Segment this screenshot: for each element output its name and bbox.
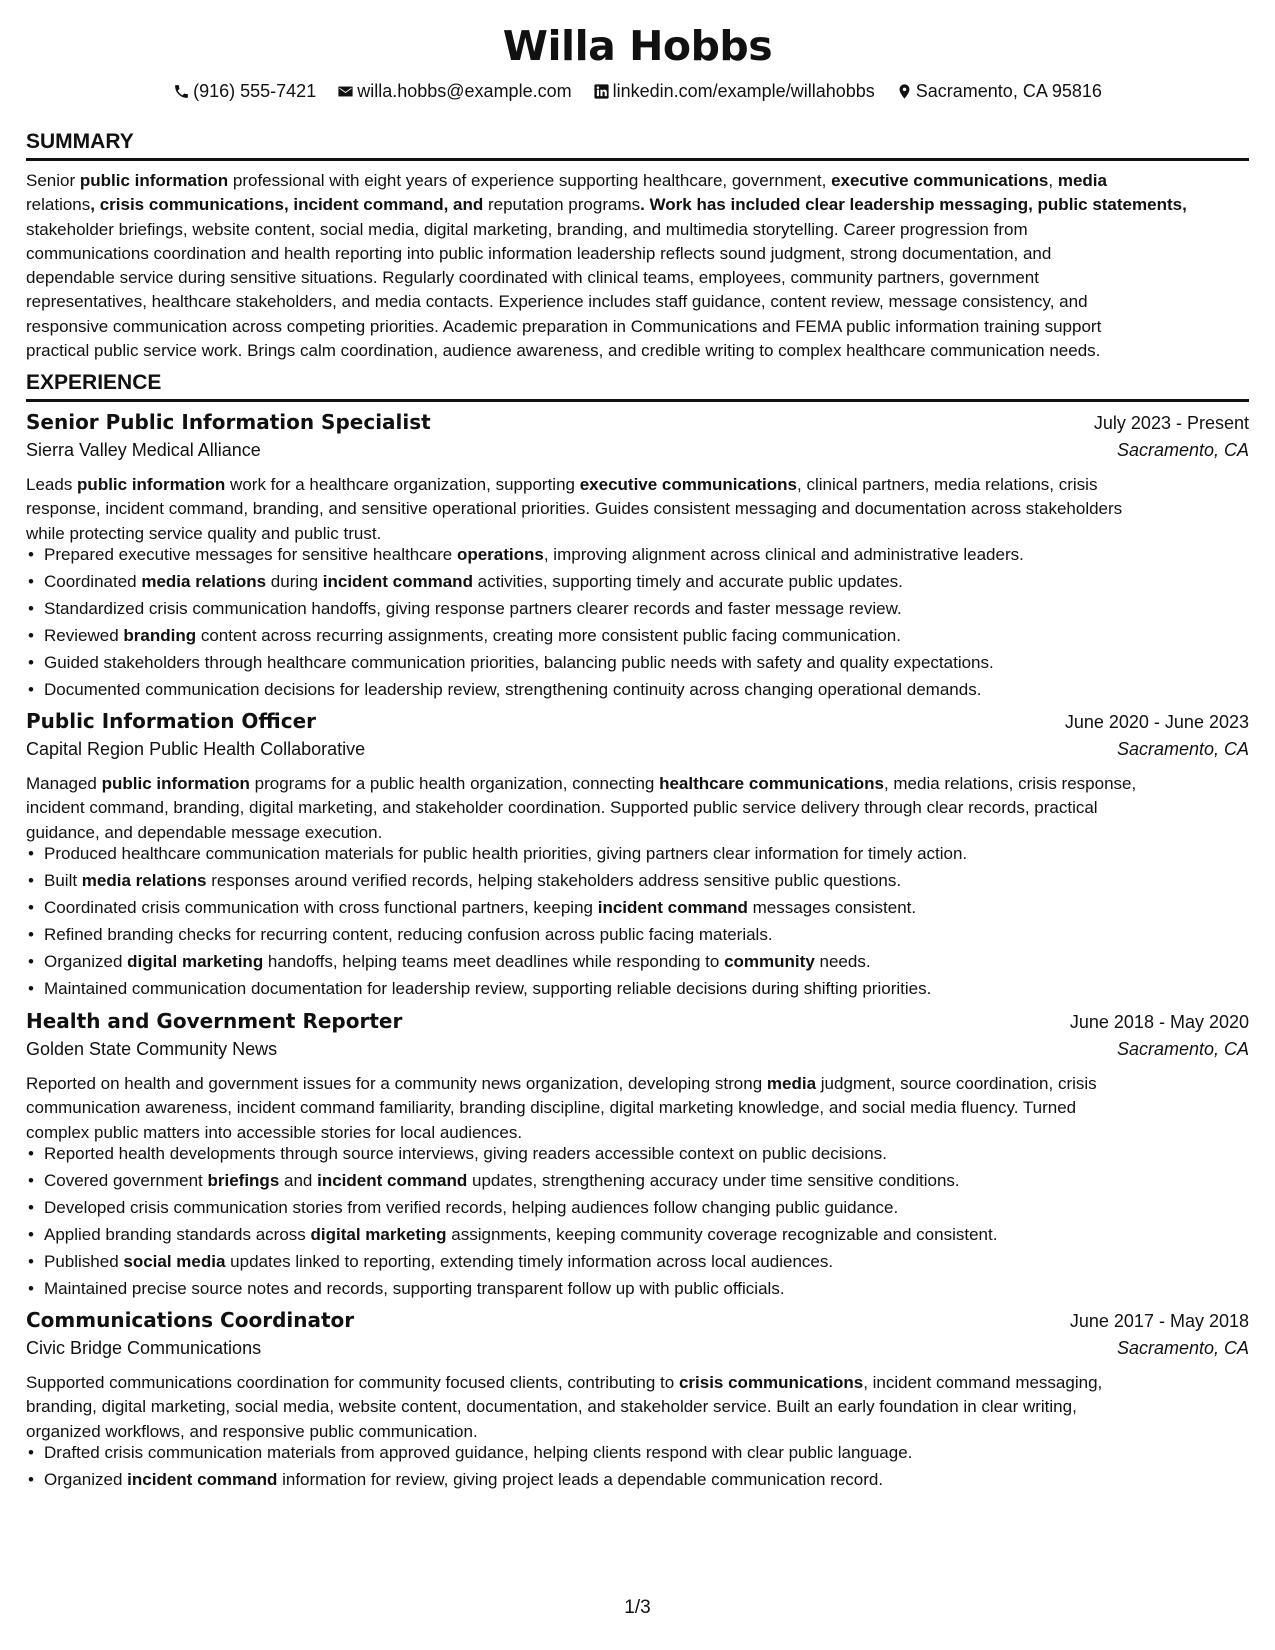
text-run: judgment, source coordination, crisis (816, 1074, 1097, 1093)
bold-keyword: social media (123, 1252, 226, 1271)
job-title: Senior Public Information Specialist (26, 410, 431, 434)
list-item (44, 543, 1267, 570)
text-run: dependable service during sensitive situations. Regularly coordinated with clinical teams, employees, community partners, government (26, 268, 1039, 288)
text-run: Leads (26, 475, 78, 494)
job-dates: July 2023 - Present (1093, 413, 1249, 433)
text-run: , (1048, 171, 1058, 190)
text-run: during (266, 572, 323, 591)
bold-keyword: . Work has included clear leadership messaging, public statements, (640, 195, 1187, 215)
list-item (44, 1250, 1267, 1277)
job-description (26, 772, 1249, 845)
text-run: organized workflows, and responsive public communication. (26, 1421, 478, 1441)
bold-keyword: public information (101, 774, 250, 793)
text-run: Maintained communication documentation for leadership review, supporting reliable decisions during shifting priorities. (44, 979, 932, 998)
text-run: Organized (44, 1470, 128, 1489)
text-line (26, 290, 1249, 314)
list-item (44, 977, 1267, 1004)
text-run: Covered government (44, 1171, 208, 1190)
job-location: Sacramento, CA (1116, 739, 1249, 759)
text-run: needs. (814, 952, 871, 971)
list-item (44, 923, 1267, 950)
text-run: Managed (26, 774, 102, 793)
list-item (44, 1441, 1267, 1468)
job-title: Public Information Officer (26, 709, 317, 733)
text-run: communication awareness, incident command familiarity, branding discipline, digital marketing knowledge, and social media fluency. Turned (26, 1098, 1077, 1118)
job-bullets (26, 1441, 1267, 1495)
job-bullets (26, 1142, 1267, 1304)
job-org-row (26, 440, 1249, 461)
text-run: complex public matters into accessible stories for local audiences. (26, 1122, 523, 1142)
job-organization: Sierra Valley Medical Alliance (26, 440, 261, 460)
text-run: Reported health developments through source interviews, giving readers accessible context on public decisions. (44, 1144, 887, 1163)
text-run: Prepared executive messages for sensitive healthcare (44, 545, 457, 564)
contact-location (896, 81, 1102, 102)
text-line (26, 1395, 1249, 1419)
text-run: updates, strengthening accuracy under time sensitive conditions. (467, 1171, 960, 1190)
job-org-row (26, 739, 1249, 760)
job-header (26, 1308, 1249, 1332)
text-line (26, 1096, 1249, 1120)
text-run: Produced healthcare communication materials for public health priorities, giving partners clear information for timely action. (44, 844, 968, 863)
text-run: updates linked to reporting, extending timely information across local audiences. (225, 1252, 834, 1271)
text-line (26, 796, 1249, 820)
text-run: Standardized crisis communication handoffs, giving response partners clearer records and faster message review. (44, 599, 902, 618)
bold-keyword: public information (79, 171, 229, 190)
bold-keyword: digital marketing (127, 952, 264, 971)
list-item (44, 1277, 1267, 1304)
list-item (44, 1196, 1267, 1223)
bold-keyword: crisis communications (678, 1373, 864, 1392)
job-bullets (26, 543, 1267, 705)
bold-keyword: incident command (322, 572, 473, 591)
text-run: handoffs, helping teams meet deadlines while responding to (263, 952, 725, 971)
list-item (44, 1468, 1267, 1495)
text-run: , incident command messaging, (863, 1373, 1103, 1392)
text-line (26, 772, 1249, 796)
list-item (44, 651, 1267, 678)
job-organization: Golden State Community News (26, 1039, 278, 1059)
list-item (44, 678, 1267, 705)
bold-keyword: digital marketing (310, 1225, 447, 1244)
job-header (26, 410, 1249, 434)
text-run: messages consistent. (747, 898, 917, 917)
text-line (26, 1072, 1249, 1096)
text-line (26, 218, 1249, 242)
text-run: relations (26, 195, 91, 215)
text-line (26, 473, 1249, 497)
text-line (26, 266, 1249, 290)
text-run: work for a healthcare organization, supporting (225, 475, 580, 494)
text-line (26, 242, 1249, 266)
text-run: Senior (26, 171, 80, 190)
text-line (26, 193, 1249, 217)
text-run: responsive communication across competing priorities. Academic preparation in Communications and FEMA public information training support (26, 316, 1102, 336)
bold-keyword: community (724, 952, 815, 971)
bold-keyword: branding (123, 626, 197, 645)
text-run: Built (44, 871, 82, 890)
text-run: practical public service work. Brings calm coordination, audience awareness, and credible writing to complex healthcare communication needs. (26, 341, 1101, 361)
envelope-icon (337, 83, 354, 100)
email-text: willa.hobbs@example.com (357, 80, 572, 101)
text-run: , improving alignment across clinical and administrative leaders. (543, 545, 1024, 564)
list-item (44, 896, 1267, 923)
summary-text (26, 169, 1249, 363)
map-pin-icon (896, 83, 913, 100)
list-item (44, 950, 1267, 977)
list-item (44, 842, 1267, 869)
linkedin-text: linkedin.com/example/willahobbs (612, 80, 875, 101)
text-run: response, incident command, branding, and sensitive operational priorities. Guides consistent messaging and documentation across stakeholders (26, 499, 1123, 519)
text-run: Coordinated (44, 572, 142, 591)
linkedin-icon (593, 83, 610, 100)
contact-linkedin[interactable] (593, 81, 875, 102)
text-run: Supported communications coordination for community focused clients, contributing to (26, 1373, 679, 1392)
text-line (26, 169, 1249, 193)
job-title: Health and Government Reporter (26, 1009, 403, 1033)
text-run: programs for a public health organization, connecting (249, 774, 660, 793)
text-run: guidance, and dependable message execution. (26, 822, 383, 842)
job-org-row (26, 1039, 1249, 1060)
phone-text: (916) 555-7421 (193, 80, 317, 101)
bold-keyword: healthcare communications (659, 774, 884, 793)
bold-keyword: media relations (141, 572, 267, 591)
list-item (44, 1223, 1267, 1250)
job-header (26, 709, 1249, 733)
text-run: responses around verified records, helping stakeholders address sensitive public questions. (206, 871, 902, 890)
text-run: , clinical partners, media relations, crisis (797, 475, 1098, 494)
job-description (26, 1371, 1249, 1444)
text-line (26, 339, 1249, 363)
job-dates: June 2017 - May 2018 (1069, 1311, 1249, 1331)
job-description (26, 473, 1249, 546)
job-location: Sacramento, CA (1116, 1338, 1249, 1358)
list-item (44, 1142, 1267, 1169)
text-run: Drafted crisis communication materials from approved guidance, helping clients respond with clear public language. (44, 1443, 913, 1462)
bold-keyword: media (1057, 171, 1107, 190)
contact-email[interactable] (337, 81, 571, 102)
text-run: Guided stakeholders through healthcare communication priorities, balancing public needs with safety and quality expectations. (44, 653, 994, 672)
page-number: 1/3 (624, 1597, 651, 1618)
text-run: Reviewed (44, 626, 124, 645)
bold-keyword: executive communications (831, 171, 1049, 190)
job-dates: June 2020 - June 2023 (1064, 712, 1249, 732)
bold-keyword: media (766, 1074, 817, 1093)
text-run: assignments, keeping community coverage recognizable and consistent. (446, 1225, 998, 1244)
job-organization: Capital Region Public Health Collaborative (26, 739, 366, 759)
text-run: Coordinated crisis communication with cross functional partners, keeping (44, 898, 598, 917)
bold-keyword: media relations (81, 871, 207, 890)
text-run: Published (44, 1252, 124, 1271)
job-title: Communications Coordinator (26, 1308, 355, 1332)
text-run: Applied branding standards across (44, 1225, 311, 1244)
phone-icon (173, 83, 190, 100)
bold-keyword: briefings (207, 1171, 280, 1190)
job-description (26, 1072, 1249, 1145)
text-run: reputation programs (487, 195, 641, 215)
text-run: Refined branding checks for recurring content, reducing confusion across public facing materials. (44, 925, 773, 944)
text-run: and (279, 1171, 318, 1190)
location-text: Sacramento, CA 95816 (915, 80, 1102, 101)
text-run: while protecting service quality and public trust. (26, 523, 382, 543)
job-location: Sacramento, CA (1116, 1039, 1249, 1059)
experience-heading: EXPERIENCE (26, 371, 1249, 402)
bold-keyword: , crisis communications, incident command, and (90, 195, 488, 215)
text-run: stakeholder briefings, website content, social media, digital marketing, branding, and multimedia storytelling. Career progression from (26, 219, 1028, 239)
list-item (44, 1169, 1267, 1196)
list-item (44, 597, 1267, 624)
job-header (26, 1009, 1249, 1033)
bold-keyword: incident command (317, 1171, 468, 1190)
job-location: Sacramento, CA (1116, 440, 1249, 460)
list-item (44, 869, 1267, 896)
job-org-row (26, 1338, 1249, 1359)
text-run: information for review, giving project leads a dependable communication record. (277, 1470, 884, 1489)
list-item (44, 624, 1267, 651)
job-bullets (26, 842, 1267, 1004)
text-line (26, 497, 1249, 521)
bold-keyword: public information (77, 475, 226, 494)
text-run: professional with eight years of experience supporting healthcare, government, (228, 171, 832, 190)
bold-keyword: incident command (597, 898, 748, 917)
text-run: branding, digital marketing, social media, website content, documentation, and stakeholder service. Built an early foundation in clear writing, (26, 1397, 1077, 1417)
text-run: , media relations, crisis response, (883, 774, 1137, 793)
contact-phone[interactable] (173, 81, 316, 102)
text-line (26, 315, 1249, 339)
text-run: Maintained precise source notes and records, supporting transparent follow up with public officials. (44, 1279, 785, 1298)
text-run: content across recurring assignments, creating more consistent public facing communication. (196, 626, 901, 645)
text-run: Reported on health and government issues for a community news organization, developing strong (26, 1074, 767, 1093)
contact-line (26, 80, 1249, 102)
summary-heading: SUMMARY (26, 130, 1249, 161)
bold-keyword: executive communications (579, 475, 798, 494)
candidate-name: Willa Hobbs (502, 22, 773, 70)
text-run: representatives, healthcare stakeholders, and media contacts. Experience includes staff guidance, content review, message consistency, and (26, 292, 1088, 312)
text-run: activities, supporting timely and accurate public updates. (472, 572, 903, 591)
bold-keyword: operations (456, 545, 544, 564)
text-run: Developed crisis communication stories from verified records, helping audiences follow changing public guidance. (44, 1198, 899, 1217)
text-run: Documented communication decisions for leadership review, strengthening continuity across changing operational demands. (44, 680, 982, 699)
text-run: Organized (44, 952, 128, 971)
job-dates: June 2018 - May 2020 (1069, 1012, 1249, 1032)
bold-keyword: incident command (127, 1470, 278, 1489)
job-organization: Civic Bridge Communications (26, 1338, 262, 1358)
list-item (44, 570, 1267, 597)
text-run: communications coordination and health reporting into public information leadership reflects sound judgment, strong documentation, and (26, 243, 1052, 263)
text-line (26, 1371, 1249, 1395)
text-run: incident command, branding, digital marketing, and stakeholder coordination. Supported public service delivery through clear records, practical (26, 798, 1098, 818)
